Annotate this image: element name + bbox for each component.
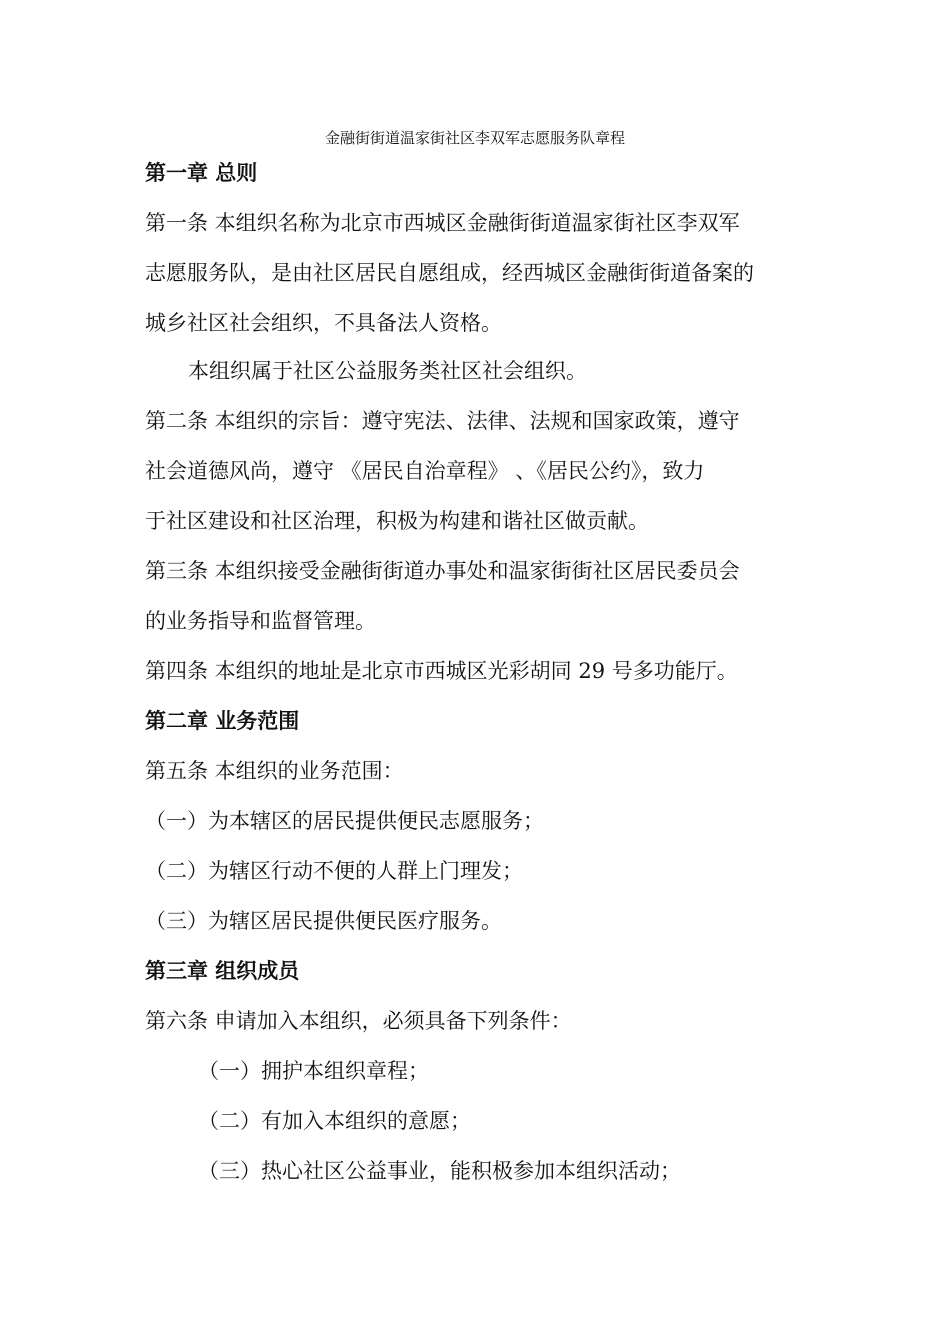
article-1-line-1: 第一条 本组织名称为北京市西城区金融街街道温家街社区李双军 (145, 211, 740, 235)
article-6-line-1: 第六条 申请加入本组织，必须具备下列条件： (145, 1009, 572, 1033)
article-5-line-1: 第五条 本组织的业务范围： (145, 759, 404, 783)
article-1-line-3: 城乡社区社会组织，不具备法人资格。 (145, 311, 502, 335)
article-6-item-2: （二）有加入本组织的意愿； (198, 1109, 471, 1133)
article-5-item-3: （三）为辖区居民提供便民医疗服务。 (145, 909, 502, 933)
article-2-line-1: 第二条 本组织的宗旨：遵守宪法、法律、法规和国家政策，遵守 (145, 409, 740, 433)
article-3-line-2: 的业务指导和监督管理。 (145, 609, 376, 633)
article-3-line-1: 第三条 本组织接受金融街街道办事处和温家街街社区居民委员会 (145, 559, 740, 583)
document-title: 金融街街道温家街社区李双军志愿服务队章程 (324, 129, 625, 147)
chapter-1-heading: 第一章 总则 (145, 160, 258, 185)
article-5-item-2: （二）为辖区行动不便的人群上门理发； (145, 859, 523, 883)
article-5-item-1: （一）为本辖区的居民提供便民志愿服务； (145, 809, 544, 833)
article-6-item-3: （三）热心社区公益事业，能积极参加本组织活动； (198, 1159, 681, 1183)
article-2-line-2: 社会道德风尚，遵守 《居民自治章程》 、《居民公约》，致力 (145, 459, 705, 483)
article-2-line-3: 于社区建设和社区治理，积极为构建和谐社区做贡献。 (145, 509, 649, 533)
chapter-3-heading: 第三章 组织成员 (145, 958, 300, 983)
chapter-2-heading: 第二章 业务范围 (145, 708, 300, 733)
article-4-line-1: 第四条 本组织的地址是北京市西城区光彩胡同 29 号多功能厅。 (145, 659, 738, 683)
article-1-paragraph-2: 本组织属于社区公益服务类社区社会组织。 (188, 359, 587, 383)
article-6-item-1: （一）拥护本组织章程； (198, 1059, 429, 1083)
article-1-line-2: 志愿服务队，是由社区居民自愿组成，经西城区金融街街道备案的 (145, 261, 754, 285)
